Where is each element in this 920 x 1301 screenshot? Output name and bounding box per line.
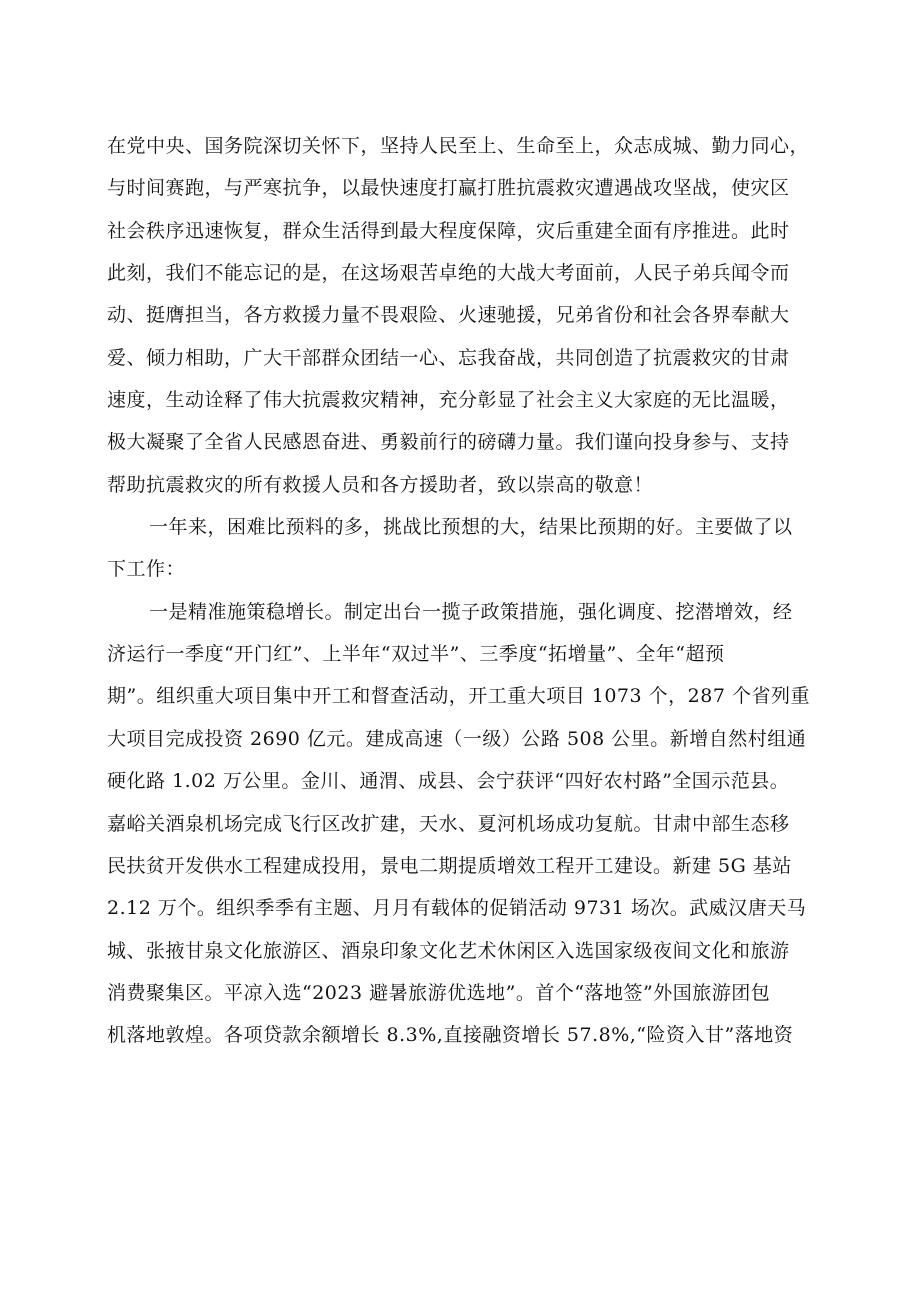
text-line: 济运行一季度“开门红”、上半年“双过半”、三季度“拓增量”、全年“超预 bbox=[107, 643, 725, 666]
text-line: 极大凝聚了全省人民感恩奋进、勇毅前行的磅礴力量。我们谨向投身参与、支持 bbox=[107, 431, 790, 454]
text-line: 爱、倾力相助，广大干部群众团结一心、忘我奋战，共同创造了抗震救灾的甘肃 bbox=[107, 346, 790, 369]
text-line: 民扶贫开发供水工程建成投用，景电二期提质增效工程开工建设。新建 5G 基站 bbox=[107, 854, 792, 877]
paragraph-first-line: 一年来，困难比预料的多，挑战比预想的大，结果比预期的好。主要做了以 bbox=[149, 516, 793, 539]
text-line: 大项目完成投资 2690 亿元。建成高速（一级）公路 508 公里。新增自然村组通 bbox=[107, 727, 807, 750]
text-line: 在党中央、国务院深切关怀下，坚持人民至上、生命至上，众志成城、勤力同心， bbox=[107, 135, 810, 157]
text-line: 期”。组织重大项目集中开工和督查活动，开工重大项目 1073 个，287 个省列重 bbox=[107, 685, 810, 708]
text-line: 机落地敦煌。各项贷款余额增长 8.3%,直接融资增长 57.8%,“险资入甘”落地资 bbox=[107, 1024, 794, 1047]
text-line: 硬化路 1.02 万公里。金川、通渭、成县、会宁获评“四好农村路”全国示范县。 bbox=[107, 770, 790, 793]
text-line: 下工作： bbox=[107, 558, 186, 581]
text-line: 嘉峪关酒泉机场完成飞行区改扩建，天水、夏河机场成功复航。甘肃中部生态移 bbox=[107, 812, 790, 835]
text-line: 社会秩序迅速恢复，群众生活得到最大程度保障，灾后重建全面有序推进。此时 bbox=[107, 219, 790, 242]
body-text bbox=[107, 125, 827, 1057]
text-line: 动、挺膺担当，各方救援力量不畏艰险、火速驰援，兄弟省份和社会各界奉献大 bbox=[107, 304, 790, 327]
text-line: 与时间赛跑，与严寒抗争，以最快速度打赢打胜抗震救灾遭遇战攻坚战，使灾区 bbox=[107, 177, 790, 200]
paragraph-first-line: 一是精准施策稳增长。制定出台一揽子政策措施，强化调度、挖潜增效，经 bbox=[149, 600, 793, 623]
text-line: 2.12 万个。组织季季有主题、月月有载体的促销活动 9731 场次。武威汉唐天马 bbox=[107, 897, 807, 920]
text-line: 速度，生动诠释了伟大抗震救灾精神，充分彰显了社会主义大家庭的无比温暖， bbox=[107, 389, 790, 412]
text-line: 此刻，我们不能忘记的是，在这场艰苦卓绝的大战大考面前，人民子弟兵闻令而 bbox=[107, 262, 790, 285]
text-line: 城、张掖甘泉文化旅游区、酒泉印象文化艺术休闲区入选国家级夜间文化和旅游 bbox=[107, 939, 790, 962]
text-line: 消费聚集区。平凉入选“2023 避暑旅游优选地”。首个“落地签”外国旅游团包 bbox=[107, 981, 771, 1004]
text-line: 帮助抗震救灾的所有救援人员和各方援助者，致以崇高的敬意！ bbox=[107, 473, 654, 496]
